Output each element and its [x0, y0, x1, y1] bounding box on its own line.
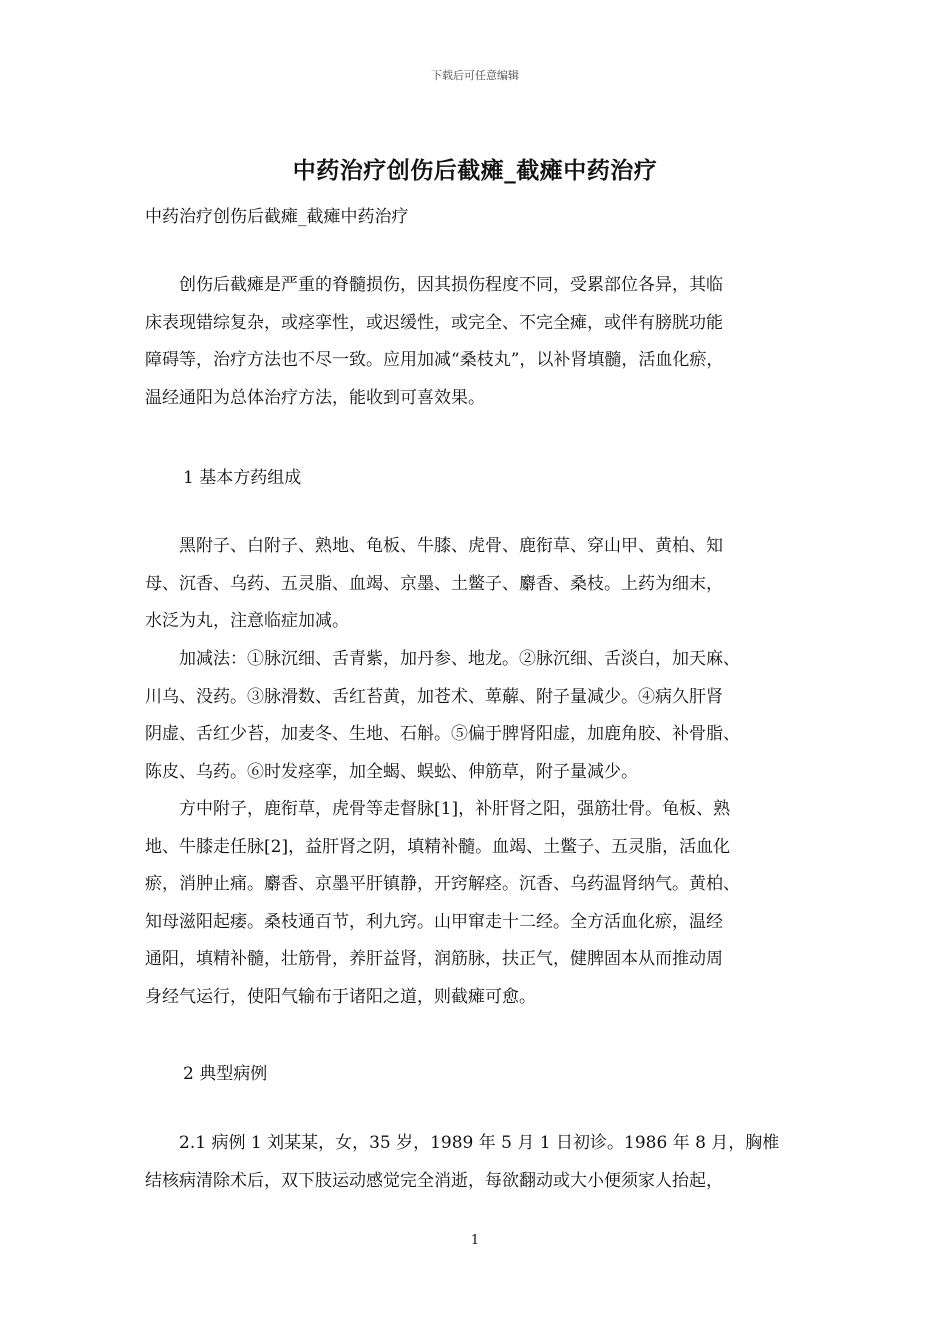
- text-line: 方中附子，鹿衔草，虎骨等走督脉[1]，补肝肾之阳，强筋壮骨。龟板、熟: [145, 799, 731, 819]
- modifications-paragraph: [145, 641, 810, 791]
- text-line: 地、牛膝走任脉[2]，益肝肾之阴，填精补髓。血竭、土鳖子、五灵脂，活血化: [145, 836, 731, 857]
- text-line: 床表现错综复杂，或痉挛性，或迟缓性，或完全、不完全瘫，或伴有膀胱功能: [145, 312, 723, 333]
- text-line: 川乌、没药。③脉滑数、舌红苔黄，加苍术、萆薢、附子量减少。④病久肝肾: [145, 686, 723, 707]
- page-header-note: 下载后可任意编辑: [431, 69, 519, 82]
- text-line: 通阳，填精补髓，壮筋骨，养肝益肾，润筋脉，扶正气，健脾固本从而推动周: [145, 949, 723, 969]
- formula-paragraph: [145, 528, 810, 641]
- text-line: 母、沉香、乌药、五灵脂、血竭、京墨、土鳖子、麝香、桑枝。上药为细末，: [145, 573, 723, 594]
- text-line: 知母滋阳起痿。桑枝通百节，利九窍。山甲窜走十二经。全方活血化瘀，温经: [145, 911, 723, 932]
- text-line: 2.1 病例 1 刘某某，女，35 岁，1989 年 5 月 1 日初诊。1986 年 8 月，胸椎: [145, 1133, 780, 1153]
- text-line: 阴虚、舌红少苔，加麦冬、生地、石斛。⑤偏于脾肾阳虚，加鹿角胶、补骨脂、: [145, 724, 740, 744]
- case-paragraph: [145, 1125, 810, 1200]
- text-line: 加减法：①脉沉细、舌青紫，加丹参、地龙。②脉沉细、舌淡白，加天麻、: [145, 649, 740, 669]
- page-number: 1: [470, 1233, 480, 1248]
- text-line: 结核病清除术后，双下肢运动感觉完全消逝，每欲翻动或大小便须家人抬起，: [145, 1170, 723, 1191]
- section-heading-2: 2 典型病例: [183, 1064, 268, 1084]
- text-line: 瘀，消肿止痛。麝香、京墨平肝镇静，开窍解痉。沉香、乌药温肾纳气。黄柏、: [145, 874, 740, 894]
- text-line: 温经通阳为总体治疗方法，能收到可喜效果。: [145, 387, 485, 408]
- analysis-paragraph: [145, 791, 810, 1016]
- section-heading-1: 1 基本方药组成: [183, 468, 302, 488]
- text-line: 水泛为丸，注意临症加减。: [145, 611, 349, 631]
- text-line: 障碍等，治疗方法也不尽一致。应用加减“桑枝丸”，以补肾填髓，活血化瘀，: [145, 350, 724, 370]
- text-line: 身经气运行，使阳气输布于诸阳之道，则截瘫可愈。: [145, 986, 536, 1007]
- text-line: 黑附子、白附子、熟地、龟板、牛膝、虎骨、鹿衔草、穿山甲、黄柏、知: [145, 536, 723, 556]
- text-line: 创伤后截瘫是严重的脊髓损伤，因其损伤程度不同，受累部位各异，其临: [145, 275, 723, 295]
- document-title: 中药治疗创伤后截瘫_截瘫中药治疗: [292, 157, 658, 184]
- intro-paragraph: [145, 267, 810, 417]
- document-subtitle: 中药治疗创伤后截瘫_截瘫中药治疗: [145, 207, 409, 227]
- text-line: 陈皮、乌药。⑥时发痉挛，加全蝎、蜈蚣、伸筋草，附子量减少。: [145, 761, 638, 782]
